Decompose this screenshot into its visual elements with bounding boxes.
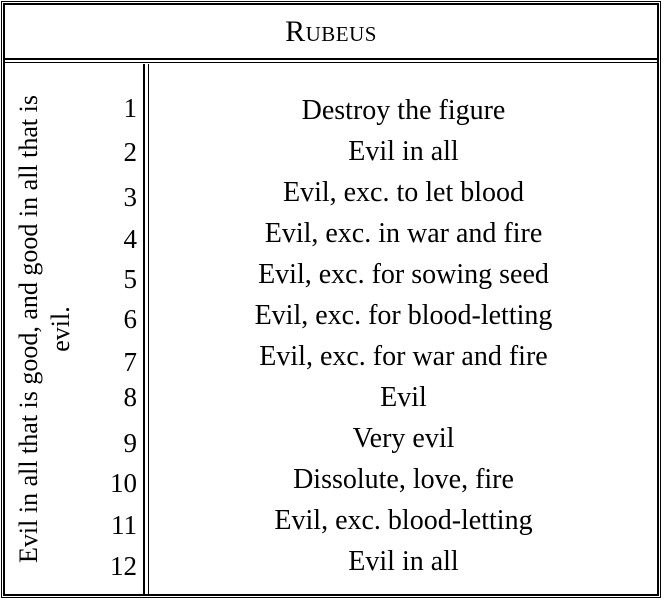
row-number: 1 [123,93,137,123]
rubeus-table [3,3,659,596]
table-row: Evil in all [348,546,459,577]
row-number: 7 [123,347,137,377]
entries-column [150,64,657,594]
table-title: Rubeus [285,14,377,48]
row-number: 10 [110,468,137,498]
table-row: Dissolute, love, fire [293,464,514,495]
header-double-rule [5,62,657,63]
table-row: Evil, exc. for war and fire [259,341,548,372]
row-number: 12 [110,551,137,581]
row-number: 11 [111,510,137,540]
row-number: 2 [123,137,137,167]
left-column [5,64,145,594]
table-row: Very evil [352,423,455,454]
column-double-rule [148,64,149,594]
table-row: Evil, exc. to let blood [282,177,525,208]
row-number: 3 [123,182,137,212]
table-row: Destroy the figure [301,95,506,126]
table-row: Evil [380,382,427,413]
row-number: 5 [123,264,137,294]
table-row: Evil, exc. for blood-letting [254,300,553,331]
table-header [5,5,657,60]
row-numbers [85,64,143,594]
vertical-side-note [5,64,85,594]
side-note-text: Evil in all that is good, and good in all that is evil. [14,95,75,563]
row-number: 6 [123,304,137,334]
row-number: 4 [123,224,137,254]
row-number: 8 [123,382,137,412]
table-row: Evil in all [348,136,459,167]
table-row: Evil, exc. in war and fire [264,218,543,249]
row-number: 9 [123,428,137,458]
table-row: Evil, exc. for sowing seed [258,259,549,290]
table-row: Evil, exc. blood-letting [274,505,533,536]
